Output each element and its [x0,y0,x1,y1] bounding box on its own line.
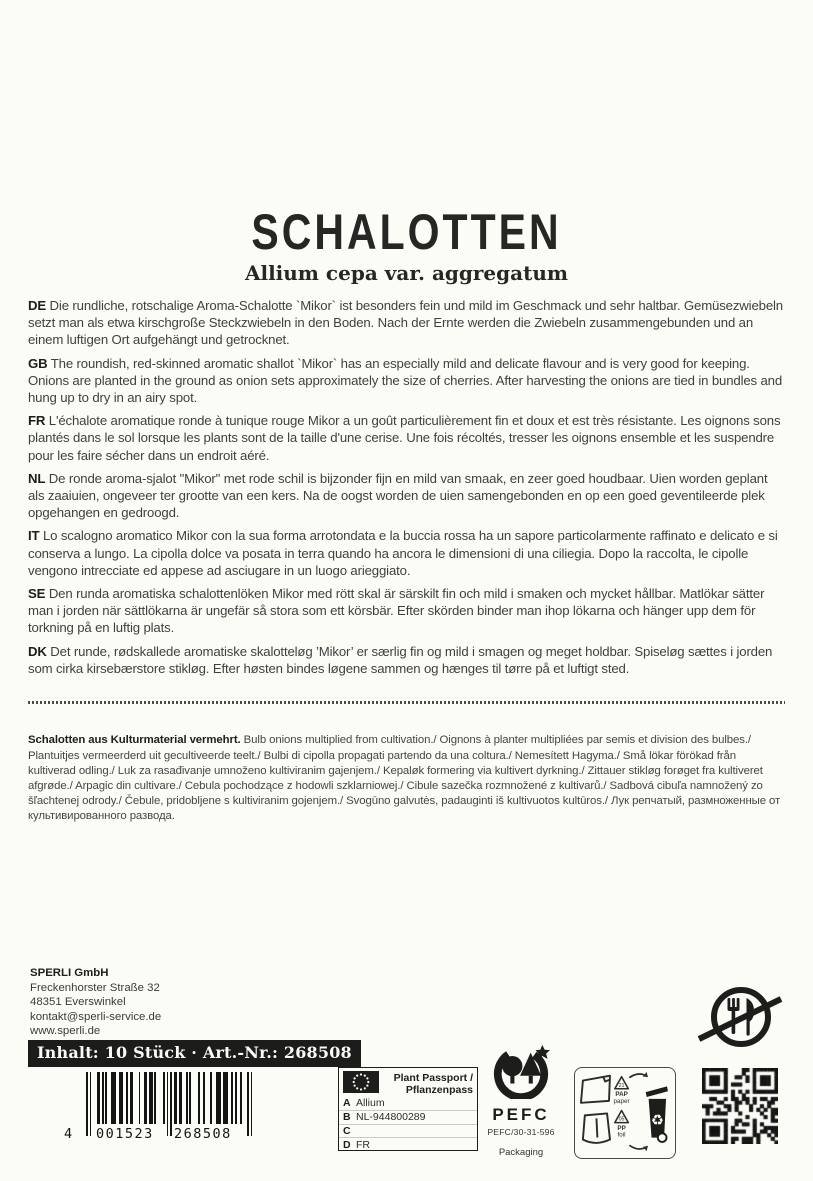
content-article-bar: Inhalt: 10 Stück · Art.-Nr.: 268508 [28,1040,361,1067]
passport-row-value: NL-944800289 [356,1110,426,1123]
company-city: 48351 Everswinkel [30,996,126,1009]
qr-code [702,1068,778,1144]
lang-code: DE [28,298,47,313]
recycling-info-box [574,1067,676,1159]
pefc-logo-icon [482,1041,560,1099]
passport-row-a [339,1097,477,1110]
pefc-caption: Packaging [498,1147,544,1158]
recycling-pictograms [575,1068,672,1155]
pefc-name: PEFC [492,1105,550,1124]
fork-icon [728,998,740,1034]
lang-code: FR [28,413,46,429]
description-text: De ronde aroma-sjalot "Mikor" met rode schil is bijzonder fijn en mild van smaak, en zeer goed houdbaar. Uien worden geplant als zaaiuien, ongeveer ter grootte van een kers. Na de oogst worden de uien samengebonden en op een goed geventileerde plek opgehangen en gedroogd. [28,470,768,521]
barcode-digits-left: 001523 [96,1126,154,1142]
passport-row-c [339,1124,477,1138]
description-text: Den runda aromatiska schalottenlöken Mikor med rött skal är särskilt fin och mild i smaken och mycket hållbar. Matlökar sätter man i jorden när sättlökarna är ungefär så stora som ett körsbär. Efter skörden binder man ihop lökarna och hänger upp dem för torkning på en luftig plats. [28,586,765,636]
pap-material: PAP [615,1091,628,1099]
page-title: SCHALOTTEN [251,204,562,261]
plant-passport-title-line1: Plant Passport / [393,1072,473,1084]
lang-code: NL [28,470,46,486]
description-nl [28,470,785,522]
passport-row-label: C [343,1124,351,1137]
description-fr [28,412,785,464]
passport-row-label: D [343,1138,351,1151]
company-email: kontakt@sperli-service.de [30,1010,162,1023]
arrow-icons [629,1072,647,1151]
pefc-certification [480,1041,562,1158]
description-gb [28,355,785,407]
barcode-digits-right: 268508 [174,1126,232,1142]
eu-flag-icon [343,1071,379,1093]
recycle-bin-icon [646,1086,668,1142]
paper-pack-icon [581,1076,610,1103]
not-for-consumption-icon [696,984,784,1050]
plant-passport-title [379,1071,473,1096]
passport-row-value: Allium [356,1097,385,1110]
barcode-digit-prefix: 4 [64,1126,74,1142]
pp-label: foil [617,1131,626,1139]
company-street: Freckenhorster Straße 32 [30,981,160,994]
company-website: www.sperli.de [30,1025,101,1038]
description-text: The roundish, red-skinned aromatic shallot `Mikor` has an especially mild and delicate flavour and is very good for keeping. Onions are planted in the ground as onion sets approximately the size of cherries. After harvesting the onions are tied in bundles and hung up to dry in an airy spot. [28,355,783,406]
plant-passport-title-line2: Pflanzenpass [405,1084,473,1096]
lang-code: IT [28,528,40,544]
description-text: Det runde, rødskallede aromatiske skalotteløg ’Mikor’ er særlig fin og mild i smagen og meget holdbar. Spiseløg sættes i jorden som cirka kirsebærstore stikløg. Efter høsten bindes løgene sammen og hænges til tørre på et luftigt sted. [28,643,773,676]
foil-pouch-icon [583,1113,610,1142]
svg-text:♻: ♻ [650,1113,664,1130]
plant-passport-header [339,1068,477,1097]
description-text: Die rundliche, rotschalige Aroma-Schalotte `Mikor` ist besonders fein und mild im Geschmack und sehr haltbar. Gemüsezwiebeln setzt man als etwa kirschgroße Steckzwiebeln in den Boden. Nach der Ernte werden die Zwiebeln zusammengebunden und an einem luftigen Ort aufgehängt und getrocknet. [28,298,783,348]
description-section [28,297,785,683]
barcode-digits [64,1124,264,1142]
dashed-divider [28,701,785,704]
propagation-note [28,733,785,824]
description-it [28,527,785,579]
description-text: Lo scalogno aromatico Mikor con la sua forma arrotondata e la buccia rossa ha un sapore particolarmente raffinato e delicato e si conserva a lungo. La cipolla dolce va posata in terra quando ha ancora le dimensioni di una ciliegia. Dopo la raccolta, le cipolle vengono intrecciate ed appese ad asciugare in un luogo arieggiato. [28,528,778,578]
lang-code: SE [28,586,46,602]
passport-row-label: B [343,1110,351,1123]
lang-code: DK [28,643,47,659]
passport-row-b [339,1110,477,1124]
pp-material: PP [617,1124,626,1132]
pap-code: 21 [618,1082,625,1089]
pap-label: paper [613,1097,630,1105]
passport-row-d [339,1137,477,1151]
plant-passport-box [338,1067,478,1151]
botanical-name: Allium cepa var. aggregatum [244,261,569,285]
propagation-text: Bulb onions multiplied from cultivation./ Oignons à planter multipliées par semis et division des bulbes./ Plantuitjes vermeerderd uit gecultiveerde teelt./ Bulbi di cipolla propagati partendo da una coltura./ Nemesített Hagyma./ Små lökar förökad från kultiverad odling./ Luk za rasađivanje umnoženo kultiviranim gajenjem./ Kepaløk formering via kultivert dyrkning./ Zittauer stikløg forøget fra kultiveret afgrøde./ Arpagic din cultivare./ Cebula pochodzące z hodowli szklarniowej./ Cibule sazečka rozmnožené z kultivarů./ Sadbová cibuľa namnožený zo šľachtenej odrody./ Čebule, pridobljene s kultiviranim gojenjem./ Svogūno galvutės, padauginti iš kultivuotos kultūros./ Лук репчатый, размноженные от культивированного развода. [28,734,781,823]
passport-row-label: A [343,1097,351,1110]
company-name: SPERLI GmbH [30,967,109,979]
propagation-lead: Schalotten aus Kulturmaterial vermehrt. [28,734,241,747]
description-dk [28,643,785,677]
description-de [28,297,785,349]
company-address [30,966,161,1039]
passport-row-value: FR [356,1138,370,1151]
pp-code: 05 [618,1116,625,1123]
description-text: L'échalote aromatique ronde à tunique rouge Mikor a un goût particulièrement fin et doux et est très résistante. Les oignons sons plantés dans le sol lorsque les plants sont de la taille d'une cerise. Une fois récoltés, tresser les oignons ensemble et les suspendre pour les faire sécher dans un endroit aéré. [28,413,781,463]
pefc-cert-number: PEFC/30-31-596 [487,1127,555,1137]
lang-code: GB [28,355,48,371]
description-se [28,585,785,637]
ean-barcode [64,1072,264,1142]
